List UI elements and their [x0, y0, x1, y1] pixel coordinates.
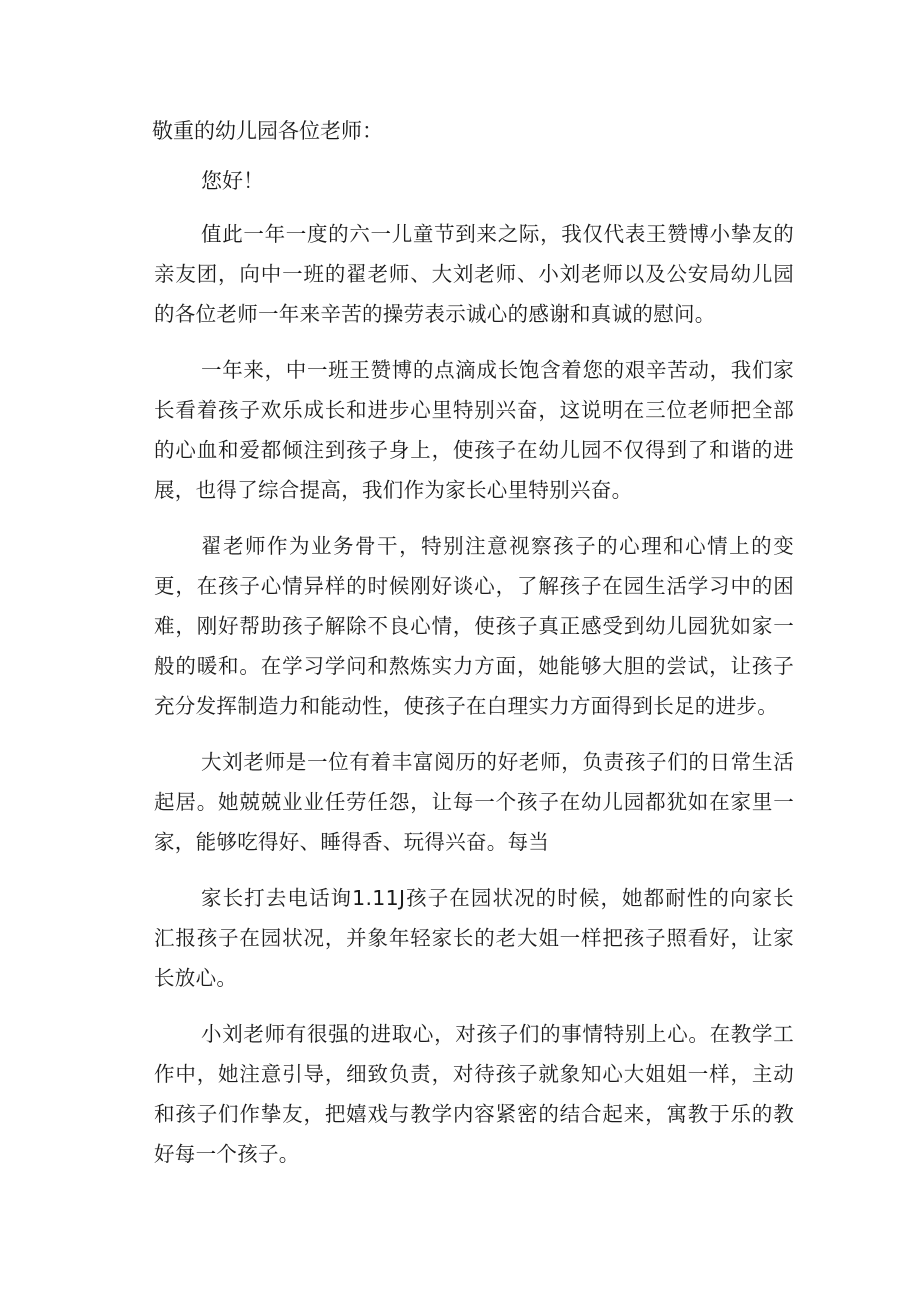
paragraph-parent-call: 家长打去电话询1.11J孩子在园状况的时候，她都耐性的向家长汇报孩子在园状况，并象年轻家长的老大姐一样把孩子照看好，让家长放心。 — [154, 886, 794, 990]
greeting: 您好！ — [201, 169, 264, 193]
paragraph-teacher-xiao-liu: 小刘老师有很强的进取心，对孩子们的事情特别上心。在教学工作中，她注意引导，细致负责，对待孩子就象知心大姐姐一样，主动和孩子们作挚友，把嬉戏与教学内容紧密的结合起来，寓教于乐的教好每一个孩子。 — [154, 1022, 794, 1166]
paragraph-year-growth: 一年来，中一班王赞博的点滴成长饱含着您的艰辛苦动，我们家长看着孩子欢乐成长和进步心里特别兴奋，这说明在三位老师把全部的心血和爱都倾注到孩子身上，使孩子在幼儿园不仅得到了和谐的进展，也得了综合提高，我们作为家长心里特别兴奋。 — [154, 358, 794, 502]
paragraph-teacher-zhai: 翟老师作为业务骨干，特别注意视察孩子的心理和心情上的变更，在孩子心情异样的时候刚好谈心，了解孩子在园生活学习中的困难，刚好帮助孩子解除不良心情，使孩子真正感受到幼儿园犹如家一般的暖和。在学习学问和熬炼实力方面，她能够大胆的尝试，让孩子充分发挥制造力和能动性，使孩子在白理实力方面得到长足的进步。 — [154, 534, 794, 718]
letter-body — [154, 214, 794, 1190]
paragraph-greeting-thanks: 值此一年一度的六一儿童节到来之际，我仅代表王赞博小挚友的亲友团，向中一班的翟老师、大刘老师、小刘老师以及公安局幼儿园的各位老师一年来辛苦的操劳表示诚心的感谢和真诚的慰问。 — [154, 222, 794, 326]
salutation: 敬重的幼儿园各位老师： — [152, 119, 383, 143]
paragraph-teacher-da-liu: 大刘老师是一位有着丰富阅历的好老师，负责孩子们的日常生活起居。她兢兢业业任劳任怨，让每一个孩子在幼儿园都犹如在家里一家，能够吃得好、睡得香、玩得兴奋。每当 — [154, 750, 794, 854]
